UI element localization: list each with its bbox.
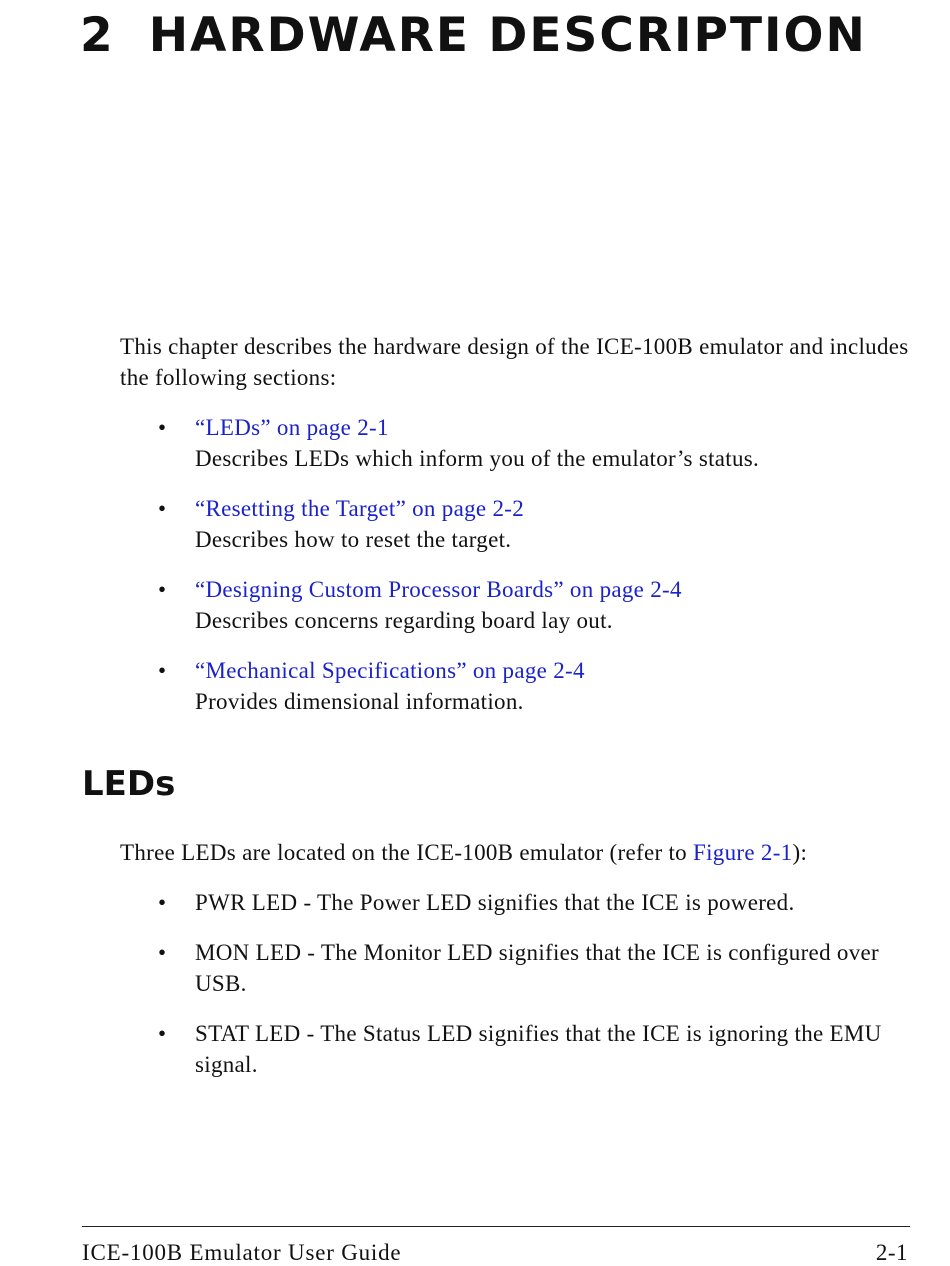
led-description-mon: MON LED - The Monitor LED signifies that the ICE is configured over USB.: [195, 940, 879, 996]
footer-divider: [82, 1226, 910, 1227]
bullet-icon: •: [158, 1021, 167, 1046]
bullet-icon: •: [158, 658, 167, 683]
bullet-icon: •: [158, 496, 167, 521]
section-list: [158, 412, 918, 736]
leds-intro-paragraph: [120, 837, 920, 868]
section-description: Describes LEDs which inform you of the emulator’s status.: [195, 446, 760, 471]
leds-intro-text: Three LEDs are located on the ICE-100B emulator (refer to: [120, 840, 694, 865]
section-link-custom-boards[interactable]: “Designing Custom Processor Boards” on page 2-4: [195, 577, 682, 602]
led-list: [158, 887, 918, 1099]
led-description-pwr: PWR LED - The Power LED signifies that the ICE is powered.: [195, 890, 795, 915]
section-description: Provides dimensional information.: [195, 689, 524, 714]
section-link-leds[interactable]: “LEDs” on page 2-1: [195, 415, 389, 440]
bullet-icon: •: [158, 577, 167, 602]
chapter-title-text: HARDWARE DESCRIPTION: [148, 8, 867, 63]
chapter-number: 2: [80, 8, 115, 63]
list-item: [158, 937, 918, 999]
intro-paragraph: This chapter describes the hardware design of the ICE-100B emulator and includes the following sections:: [120, 334, 909, 390]
figure-link[interactable]: Figure 2-1: [693, 840, 793, 865]
bullet-icon: •: [158, 940, 167, 965]
list-item: [158, 493, 918, 555]
bullet-icon: •: [158, 415, 167, 440]
led-description-stat: STAT LED - The Status LED signifies that the ICE is ignoring the EMU signal.: [195, 1021, 882, 1077]
list-item: [158, 574, 918, 636]
section-description: Describes how to reset the target.: [195, 527, 512, 552]
leds-intro-text-end: ):: [792, 840, 808, 865]
chapter-title: [80, 8, 867, 63]
list-item: [158, 655, 918, 717]
footer-guide-title: ICE-100B Emulator User Guide: [82, 1240, 402, 1265]
section-link-mechanical-specs[interactable]: “Mechanical Specifications” on page 2-4: [195, 658, 585, 683]
section-link-resetting-target[interactable]: “Resetting the Target” on page 2-2: [195, 496, 524, 521]
list-item: [158, 1018, 918, 1080]
list-item: [158, 412, 918, 474]
bullet-icon: •: [158, 890, 167, 915]
section-heading-leds: LEDs: [82, 764, 176, 804]
footer-page-number: 2-1: [875, 1240, 908, 1265]
list-item: [158, 887, 918, 918]
section-description: Describes concerns regarding board lay out.: [195, 608, 613, 633]
